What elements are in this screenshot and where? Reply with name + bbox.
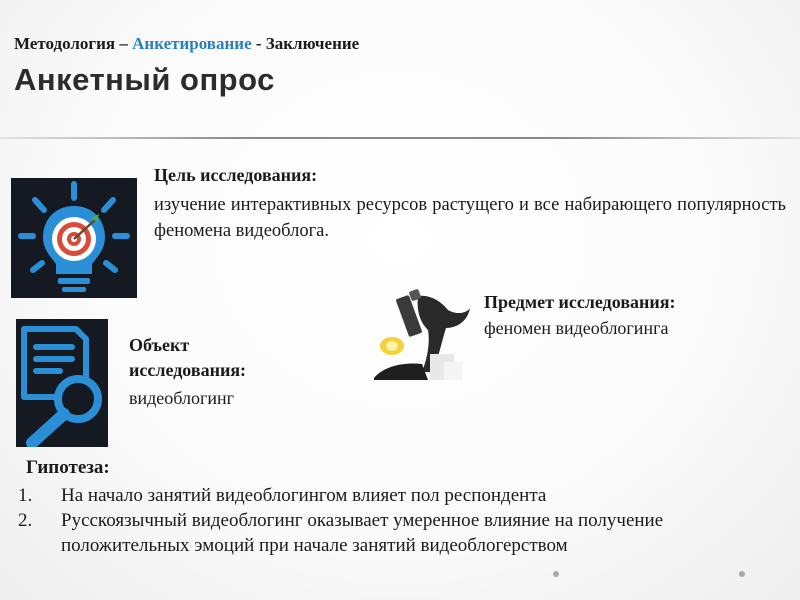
- list-item-number: 1.: [18, 485, 33, 506]
- list-item: [18, 483, 758, 508]
- list-item-text: На начало занятий видеоблогингом влияет пол респондента: [61, 485, 547, 506]
- goal-text: изучение интерактивных ресурсов растущего и все набирающего популярность феномена видеоблога.: [154, 195, 786, 241]
- decorative-dot: [739, 571, 745, 577]
- hypothesis-list: [18, 483, 758, 558]
- microscope-icon: [370, 284, 472, 386]
- subject-heading: Предмет исследования:: [484, 292, 676, 312]
- title-divider: [0, 137, 800, 139]
- document-magnifier-icon: [16, 319, 108, 447]
- breadcrumb-conclusion: - Заключение: [251, 34, 360, 53]
- breadcrumb-methodology: Методология –: [14, 34, 133, 53]
- hypothesis-heading: Гипотеза:: [26, 457, 110, 478]
- goal-heading: Цель исследования:: [154, 165, 318, 185]
- breadcrumb: [14, 34, 359, 54]
- object-heading-line1: Объект: [129, 335, 190, 355]
- list-item: [18, 508, 758, 558]
- object-heading-line2: исследования:: [129, 360, 247, 380]
- target-lightbulb-icon: [11, 178, 137, 298]
- decorative-dot: [553, 571, 559, 577]
- object-heading: [129, 333, 299, 383]
- list-item-text: Русскоязычный видеоблогинг оказывает умеренное влияние на получение положительных эмоций при начале занятий видеоблогерством: [61, 510, 664, 556]
- breadcrumb-survey: Анкетирование: [132, 34, 252, 53]
- object-text: видеоблогинг: [129, 388, 235, 408]
- page-title: Анкетный опрос: [14, 62, 275, 97]
- list-item-number: 2.: [18, 510, 33, 531]
- subject-text: феномен видеоблогинга: [484, 318, 669, 338]
